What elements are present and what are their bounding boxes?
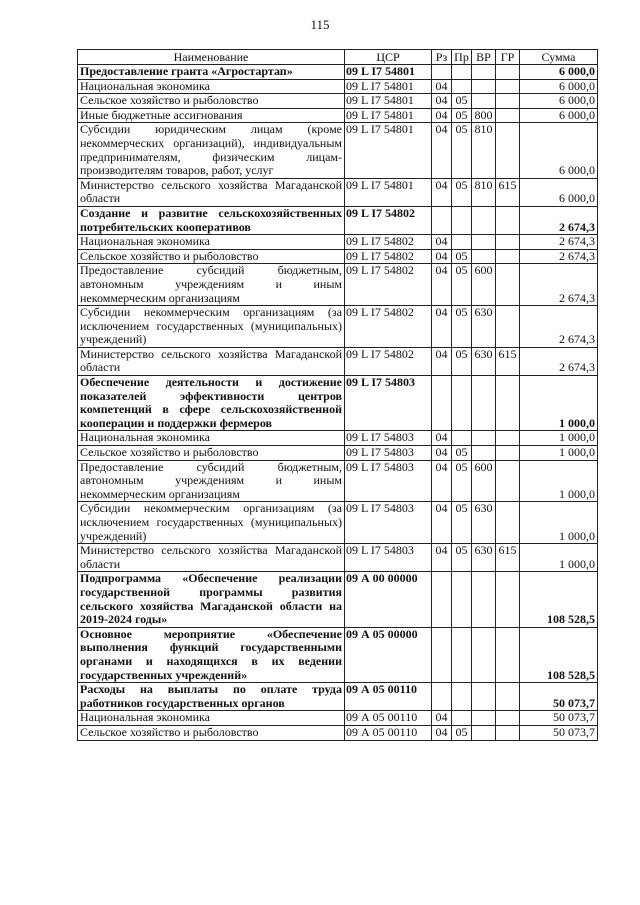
cell-csr: 09 А 05 00000 [345,627,432,682]
cell-sum: 2 674,3 [520,264,598,306]
table-row [78,206,598,234]
cell-csr: 09 L I7 54803 [345,376,432,431]
cell-sum: 1 000,0 [520,446,598,461]
cell-pr [452,79,472,94]
cell-gr [496,725,520,740]
cell-gr [496,108,520,123]
cell-rz: 04 [432,460,452,502]
cell-vr [472,206,496,234]
cell-pr [452,206,472,234]
cell-vr [472,683,496,711]
cell-rz: 04 [432,431,452,446]
header-csr: ЦСР [345,50,432,65]
cell-csr: 09 L I7 54801 [345,178,432,206]
cell-rz: 04 [432,79,452,94]
table-row [78,65,598,80]
cell-rz [432,627,452,682]
cell-rz: 04 [432,446,452,461]
cell-gr [496,376,520,431]
cell-gr: 615 [496,347,520,375]
cell-gr [496,206,520,234]
cell-name: Субсидии юридическим лицам (кроме некоммерческих организаций), индивидуальным предпринимателям, физическим лицам-производителям товаров, работ, услуг [78,123,345,178]
table-row [78,725,598,740]
cell-vr [472,94,496,109]
cell-csr: 09 А 00 00000 [345,572,432,627]
cell-sum: 6 000,0 [520,79,598,94]
cell-csr: 09 L I7 54801 [345,94,432,109]
cell-vr [472,725,496,740]
cell-vr [472,79,496,94]
cell-rz [432,572,452,627]
cell-gr [496,683,520,711]
cell-gr [496,502,520,544]
cell-csr: 09 L I7 54801 [345,79,432,94]
cell-name: Сельское хозяйство и рыболовство [78,94,345,109]
cell-name: Расходы на выплаты по оплате труда работников государственных органов [78,683,345,711]
cell-rz: 04 [432,544,452,572]
cell-pr: 05 [452,544,472,572]
cell-pr: 05 [452,94,472,109]
cell-sum: 108 528,5 [520,627,598,682]
cell-sum: 2 674,3 [520,306,598,348]
cell-sum: 50 073,7 [520,711,598,726]
cell-sum: 1 000,0 [520,431,598,446]
cell-rz: 04 [432,347,452,375]
cell-pr: 05 [452,306,472,348]
cell-vr [472,711,496,726]
cell-name: Национальная экономика [78,79,345,94]
cell-pr: 05 [452,264,472,306]
table-row [78,79,598,94]
cell-sum: 50 073,7 [520,683,598,711]
cell-gr [496,123,520,178]
cell-csr: 09 L I7 54802 [345,347,432,375]
table-row [78,249,598,264]
cell-name: Министерство сельского хозяйства Магаданской области [78,347,345,375]
page-number: 115 [310,17,330,32]
cell-name: Подпрограмма «Обеспечение реализации государственной программы развития сельского хозяйства Магаданской области на 2019-2024 годы» [78,572,345,627]
cell-rz [432,206,452,234]
cell-csr: 09 L I7 54803 [345,544,432,572]
table-row [78,544,598,572]
cell-pr: 05 [452,108,472,123]
cell-pr [452,683,472,711]
cell-sum: 2 674,3 [520,347,598,375]
table-row [78,683,598,711]
table-row [78,235,598,250]
table-row [78,446,598,461]
cell-name: Министерство сельского хозяйства Магаданской области [78,178,345,206]
cell-pr: 05 [452,460,472,502]
cell-rz: 04 [432,235,452,250]
cell-vr [472,65,496,80]
cell-name: Сельское хозяйство и рыболовство [78,249,345,264]
cell-name: Национальная экономика [78,711,345,726]
cell-csr: 09 А 05 00110 [345,725,432,740]
cell-vr: 630 [472,544,496,572]
cell-gr [496,65,520,80]
cell-rz: 04 [432,123,452,178]
cell-csr: 09 L I7 54802 [345,206,432,234]
table-row [78,123,598,178]
table-row [78,572,598,627]
cell-sum: 2 674,3 [520,249,598,264]
cell-csr: 09 А 05 00110 [345,683,432,711]
cell-vr: 810 [472,123,496,178]
cell-rz: 04 [432,178,452,206]
cell-vr [472,376,496,431]
cell-name: Предоставление субсидий бюджетным, автономным учреждениям и иным некоммерческим организациям [78,264,345,306]
cell-vr [472,446,496,461]
cell-pr: 05 [452,123,472,178]
cell-name: Предоставление гранта «Агростартап» [78,65,345,80]
cell-rz: 04 [432,108,452,123]
cell-vr: 630 [472,502,496,544]
cell-pr [452,711,472,726]
budget-table [77,49,598,741]
cell-gr [496,306,520,348]
cell-sum: 1 000,0 [520,502,598,544]
cell-gr [496,627,520,682]
cell-csr: 09 L I7 54802 [345,249,432,264]
cell-rz: 04 [432,306,452,348]
cell-sum: 2 674,3 [520,206,598,234]
cell-gr [496,235,520,250]
cell-csr: 09 L I7 54802 [345,264,432,306]
cell-csr: 09 А 05 00110 [345,711,432,726]
cell-gr [496,446,520,461]
cell-pr: 05 [452,178,472,206]
cell-rz: 04 [432,725,452,740]
cell-sum: 1 000,0 [520,460,598,502]
cell-csr: 09 L I7 54801 [345,108,432,123]
cell-csr: 09 L I7 54803 [345,502,432,544]
cell-rz: 04 [432,249,452,264]
cell-sum: 6 000,0 [520,65,598,80]
cell-csr: 09 L I7 54802 [345,235,432,250]
cell-pr: 05 [452,502,472,544]
header-rz: Рз [432,50,452,65]
table-row [78,711,598,726]
header-vr: ВР [472,50,496,65]
cell-name: Сельское хозяйство и рыболовство [78,725,345,740]
cell-gr: 615 [496,178,520,206]
cell-sum: 1 000,0 [520,376,598,431]
header-gr: ГР [496,50,520,65]
cell-pr: 05 [452,446,472,461]
cell-rz [432,376,452,431]
cell-name: Национальная экономика [78,431,345,446]
cell-vr [472,431,496,446]
cell-vr [472,235,496,250]
table-header-row [78,50,598,65]
cell-pr [452,376,472,431]
table-row [78,264,598,306]
cell-gr [496,264,520,306]
cell-name: Субсидии некоммерческим организациям (за исключением государственных (муниципальных) учреждений) [78,306,345,348]
cell-csr: 09 L I7 54803 [345,446,432,461]
table-row [78,94,598,109]
cell-vr: 600 [472,264,496,306]
cell-name: Министерство сельского хозяйства Магаданской области [78,544,345,572]
header-pr: Пр [452,50,472,65]
cell-gr [496,94,520,109]
cell-csr: 09 L I7 54801 [345,123,432,178]
cell-gr [496,711,520,726]
cell-name: Субсидии некоммерческим организациям (за исключением государственных (муниципальных) учреждений) [78,502,345,544]
cell-sum: 6 000,0 [520,178,598,206]
cell-pr [452,627,472,682]
cell-pr [452,65,472,80]
cell-rz: 04 [432,502,452,544]
table-row [78,306,598,348]
cell-sum: 6 000,0 [520,108,598,123]
table-row [78,460,598,502]
cell-vr [472,627,496,682]
cell-vr: 630 [472,306,496,348]
table-row [78,502,598,544]
cell-csr: 09 L I7 54803 [345,431,432,446]
cell-vr: 600 [472,460,496,502]
cell-gr [496,79,520,94]
cell-pr: 05 [452,347,472,375]
cell-sum: 108 528,5 [520,572,598,627]
cell-gr [496,249,520,264]
cell-rz: 04 [432,711,452,726]
cell-name: Национальная экономика [78,235,345,250]
cell-sum: 50 073,7 [520,725,598,740]
table-row [78,108,598,123]
cell-sum: 6 000,0 [520,94,598,109]
header-sum: Сумма [520,50,598,65]
cell-name: Иные бюджетные ассигнования [78,108,345,123]
header-name: Наименование [78,50,345,65]
cell-pr [452,431,472,446]
cell-rz: 04 [432,264,452,306]
cell-gr: 615 [496,544,520,572]
table-body [78,65,598,741]
cell-gr [496,431,520,446]
cell-vr [472,572,496,627]
cell-rz: 04 [432,94,452,109]
cell-gr [496,572,520,627]
cell-vr: 800 [472,108,496,123]
cell-sum: 2 674,3 [520,235,598,250]
cell-csr: 09 L I7 54803 [345,460,432,502]
cell-pr: 05 [452,725,472,740]
table-row [78,178,598,206]
cell-vr [472,249,496,264]
cell-vr: 810 [472,178,496,206]
cell-name: Основное мероприятие «Обеспечение выполнения функций государственными органами и находящихся в их ведении государственных учреждений» [78,627,345,682]
cell-rz [432,683,452,711]
table-row [78,627,598,682]
cell-pr [452,572,472,627]
cell-pr: 05 [452,249,472,264]
cell-sum: 1 000,0 [520,544,598,572]
table-row [78,376,598,431]
cell-rz [432,65,452,80]
cell-vr: 630 [472,347,496,375]
cell-csr: 09 L I7 54801 [345,65,432,80]
table-row [78,347,598,375]
cell-csr: 09 L I7 54802 [345,306,432,348]
table-row [78,431,598,446]
cell-pr [452,235,472,250]
cell-gr [496,460,520,502]
cell-sum: 6 000,0 [520,123,598,178]
cell-name: Обеспечение деятельности и достижение показателей эффективности центров компетенций в сфере сельскохозяйственной кооперации и поддержки фермеров [78,376,345,431]
cell-name: Сельское хозяйство и рыболовство [78,446,345,461]
cell-name: Предоставление субсидий бюджетным, автономным учреждениям и иным некоммерческим организациям [78,460,345,502]
cell-name: Создание и развитие сельскохозяйственных потребительских кооперативов [78,206,345,234]
